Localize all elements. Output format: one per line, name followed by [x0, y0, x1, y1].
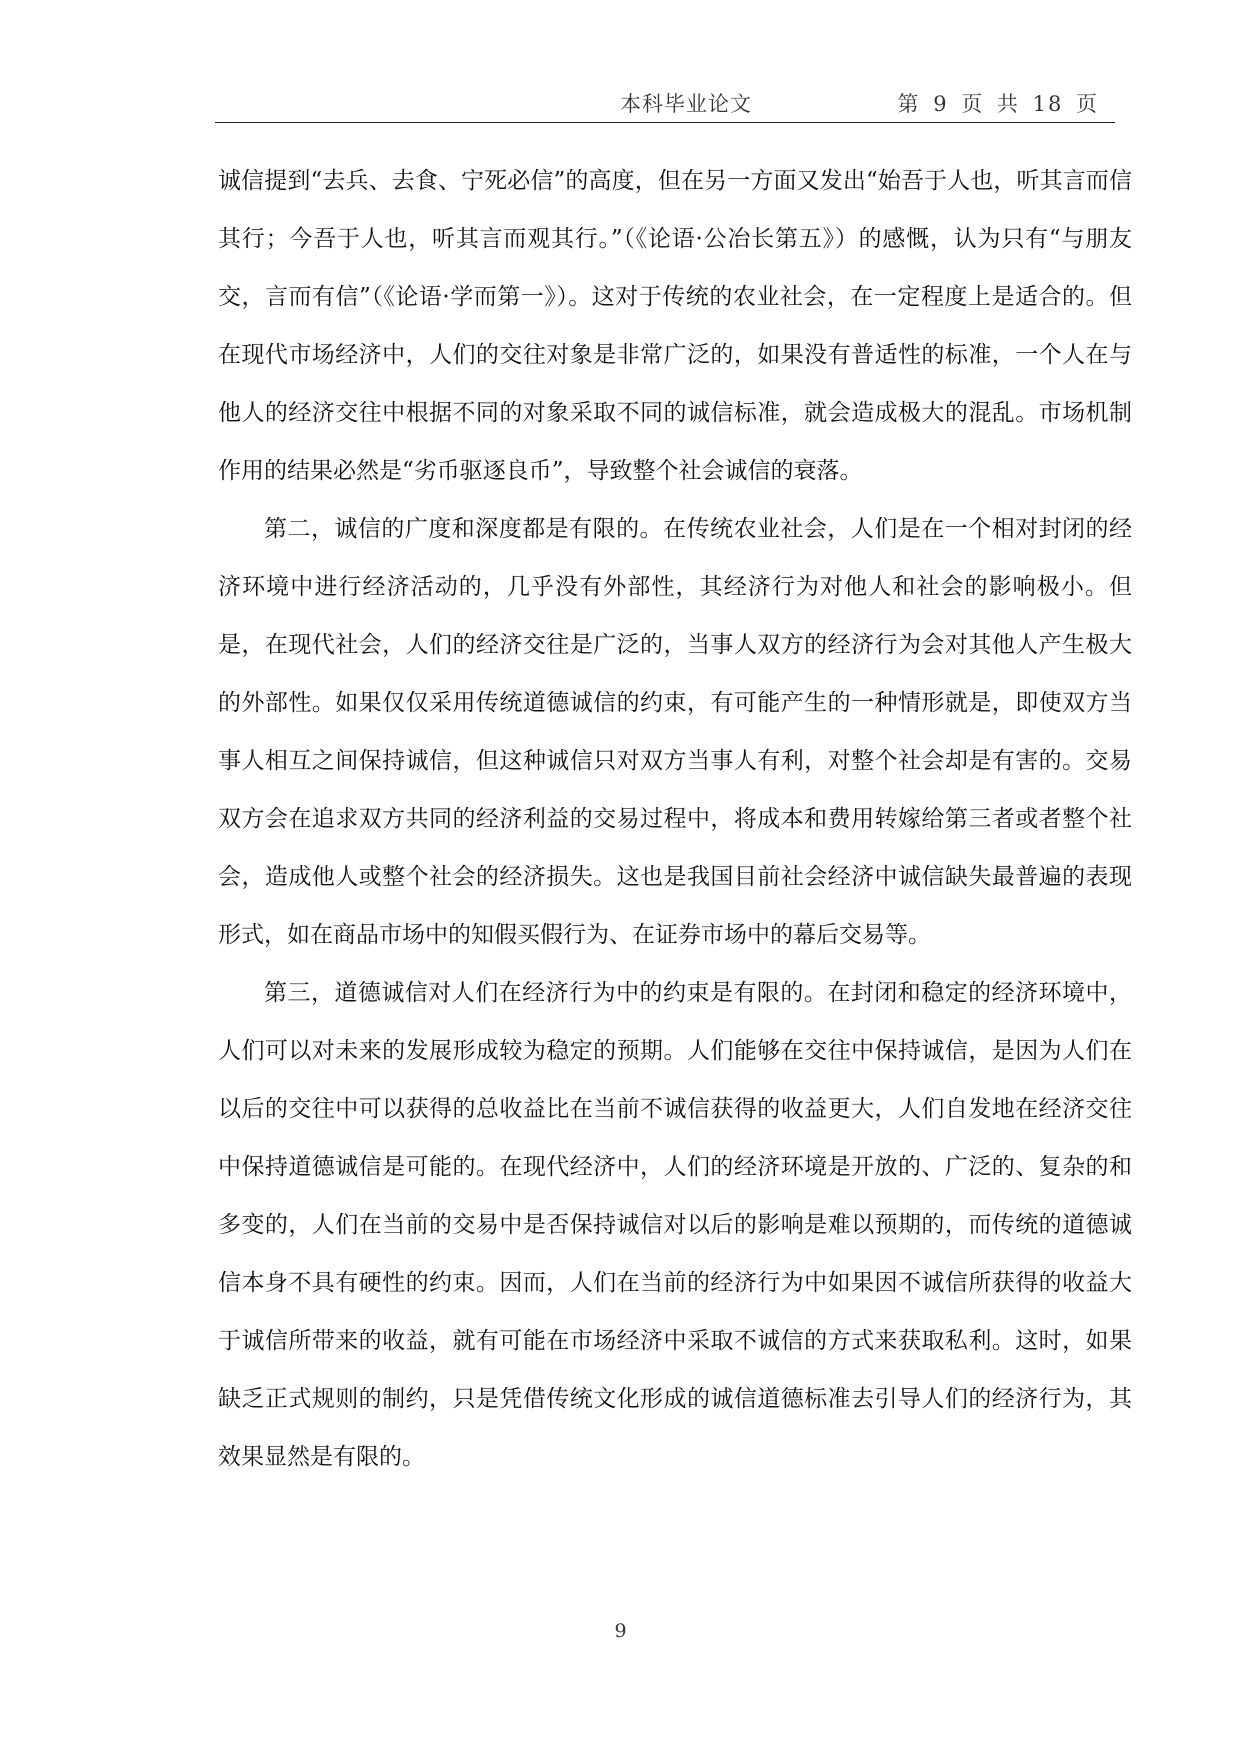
- paragraph-continued: 诚信提到“去兵、去食、宁死必信”的高度，但在另一方面又发出“始吾于人也，听其言而信其行；今吾于人也，听其言而观其行。”（《论语·公冶长第五》）的感慨，认为只有“与朋友交，言而有信”（《论语·学而第一》）。这对于传统的农业社会，在一定程度上是适合的。但在现代市场经济中，人们的交往对象是非常广泛的，如果没有普适性的标准，一个人在与他人的经济交往中根据不同的对象采取不同的诚信标准，就会造成极大的混乱。市场机制作用的结果必然是“劣币驱逐良币”，导致整个社会诚信的衰落。: [218, 168, 1132, 484]
- paragraph-second-point: 第二，诚信的广度和深度都是有限的。在传统农业社会，人们是在一个相对封闭的经济环境中进行经济活动的，几乎没有外部性，其经济行为对他人和社会的影响极小。但是，在现代社会，人们的经济交往是广泛的，当事人双方的经济行为会对其他人产生极大的外部性。如果仅仅采用传统道德诚信的约束，有可能产生的一种情形就是，即使双方当事人相互之间保持诚信，但这种诚信只对双方当事人有利，对整个社会却是有害的。交易双方会在追求双方共同的经济利益的交易过程中，将成本和费用转嫁给第三者或者整个社会，造成他人或整个社会的经济损失。这也是我国目前社会经济中诚信缺失最普遍的表现形式，如在商品市场中的知假买假行为、在证券市场中的幕后交易等。: [218, 516, 1132, 948]
- paragraph-third-point: 第三，道德诚信对人们在经济行为中的约束是有限的。在封闭和稳定的经济环境中，人们可以对未来的发展形成较为稳定的预期。人们能够在交往中保持诚信，是因为人们在以后的交往中可以获得的总收益比在当前不诚信获得的收益更大，人们自发地在经济交往中保持道德诚信是可能的。在现代经济中，人们的经济环境是开放的、广泛的、复杂的和多变的，人们在当前的交易中是否保持诚信对以后的影响是难以预期的，而传统的道德诚信本身不具有硬性的约束。因而，人们在当前的经济行为中如果因不诚信所获得的收益大于诚信所带来的收益，就有可能在市场经济中采取不诚信的方式来获取私利。这时，如果缺乏正式规则的制约，只是凭借传统文化形成的诚信道德标准去引导人们的经济行为，其效果显然是有限的。: [218, 980, 1132, 1470]
- page-number: 9: [614, 1620, 627, 1642]
- header-page-info: 第 9 页 共 18 页: [897, 92, 1099, 116]
- header-title: 本科毕业论文: [620, 92, 752, 116]
- body-text: [218, 152, 1132, 1486]
- page-header: [215, 88, 1115, 123]
